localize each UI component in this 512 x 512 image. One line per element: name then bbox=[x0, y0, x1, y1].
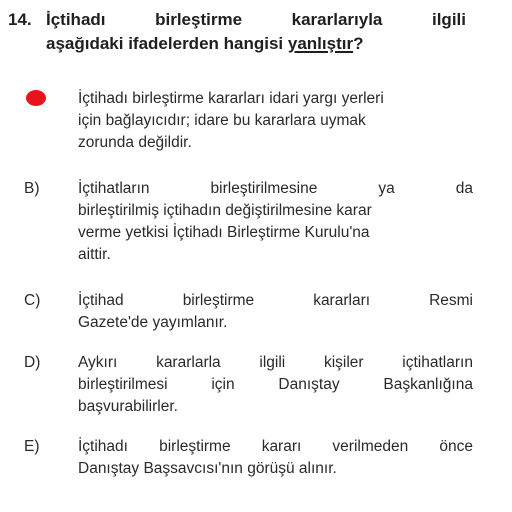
option-b-word: ya bbox=[378, 180, 395, 197]
option-e-word: kararı bbox=[261, 438, 302, 455]
option-d-word: Başkanlığına bbox=[383, 376, 473, 393]
option-b-word: birleştirilmesine bbox=[210, 180, 318, 197]
option-a-line: İçtihadı birleştirme kararları idari yargı yerleri bbox=[78, 90, 384, 107]
question-word: kararlarıyla bbox=[291, 10, 383, 29]
option-b-line: aittir. bbox=[78, 246, 111, 263]
option-e-line: Danıştay Başsavcısı'nın görüşü alınır. bbox=[78, 460, 337, 477]
option-c-word: kararları bbox=[313, 292, 371, 309]
option-a-line: zorunda değildir. bbox=[78, 134, 192, 151]
question-number: 14. bbox=[8, 10, 32, 29]
option-e[interactable] bbox=[24, 436, 479, 486]
option-e-line bbox=[78, 436, 473, 458]
question-word: birleştirme bbox=[155, 10, 243, 29]
option-e-word: İçtihadı bbox=[78, 438, 128, 455]
option-b-letter: B) bbox=[24, 180, 40, 197]
option-c-line: Gazete'de yayımlanır. bbox=[78, 314, 228, 331]
selected-answer-marker bbox=[26, 90, 46, 106]
option-d-word: kararlarla bbox=[156, 354, 221, 371]
option-e-word: verilmeden bbox=[332, 438, 409, 455]
option-b-line bbox=[78, 178, 473, 200]
option-c-text bbox=[78, 290, 473, 334]
question-line-2 bbox=[46, 32, 466, 56]
option-d-letter: D) bbox=[24, 354, 41, 371]
option-c-word: İçtihad bbox=[78, 292, 124, 309]
option-d-text bbox=[78, 352, 473, 418]
option-b-line: verme yetkisi İçtihadı Birleştirme Kurulu'na bbox=[78, 224, 370, 241]
question-text bbox=[46, 8, 466, 56]
option-d-word: birleştirilmesi bbox=[78, 376, 168, 393]
option-c-line bbox=[78, 290, 473, 312]
option-c-word: birleştirme bbox=[182, 292, 255, 309]
option-d-word: kişiler bbox=[323, 354, 364, 371]
option-a-line: için bağlayıcıdır; idare bu kararlara uymak bbox=[78, 112, 366, 129]
option-b-word: İçtihatların bbox=[78, 180, 150, 197]
option-d-line: başvurabilirler. bbox=[78, 398, 178, 415]
option-a-text bbox=[78, 88, 473, 154]
option-d-word: Aykırı bbox=[78, 354, 118, 371]
option-d-word: içtihatların bbox=[402, 354, 473, 371]
option-c-word: Resmi bbox=[429, 292, 473, 309]
option-b-word: da bbox=[455, 180, 473, 197]
option-e-text bbox=[78, 436, 473, 480]
question-keyword-underlined: yanlıştır bbox=[287, 34, 354, 53]
option-d-line bbox=[78, 352, 473, 374]
question-word: İçtihadı bbox=[46, 10, 106, 29]
option-e-word: önce bbox=[439, 438, 473, 455]
option-a[interactable] bbox=[24, 88, 479, 168]
option-c[interactable] bbox=[24, 290, 479, 340]
question-line-2-suffix: ? bbox=[353, 34, 364, 53]
option-b[interactable] bbox=[24, 178, 479, 274]
option-b-text bbox=[78, 178, 473, 266]
option-e-letter: E) bbox=[24, 438, 40, 455]
option-d-word: için bbox=[211, 376, 235, 393]
option-c-letter: C) bbox=[24, 292, 41, 309]
option-d[interactable] bbox=[24, 352, 479, 422]
option-e-word: birleştirme bbox=[159, 438, 231, 455]
option-d-line bbox=[78, 374, 473, 396]
question-word: ilgili bbox=[431, 10, 466, 29]
option-d-word: Danıştay bbox=[278, 376, 340, 393]
option-d-word: ilgili bbox=[259, 354, 286, 371]
option-b-line: birleştirilmiş içtihadın değiştirilmesine karar bbox=[78, 202, 372, 219]
question-line-2-prefix: aşağıdaki ifadelerden hangisi bbox=[46, 34, 288, 53]
question-line-1 bbox=[46, 8, 466, 32]
